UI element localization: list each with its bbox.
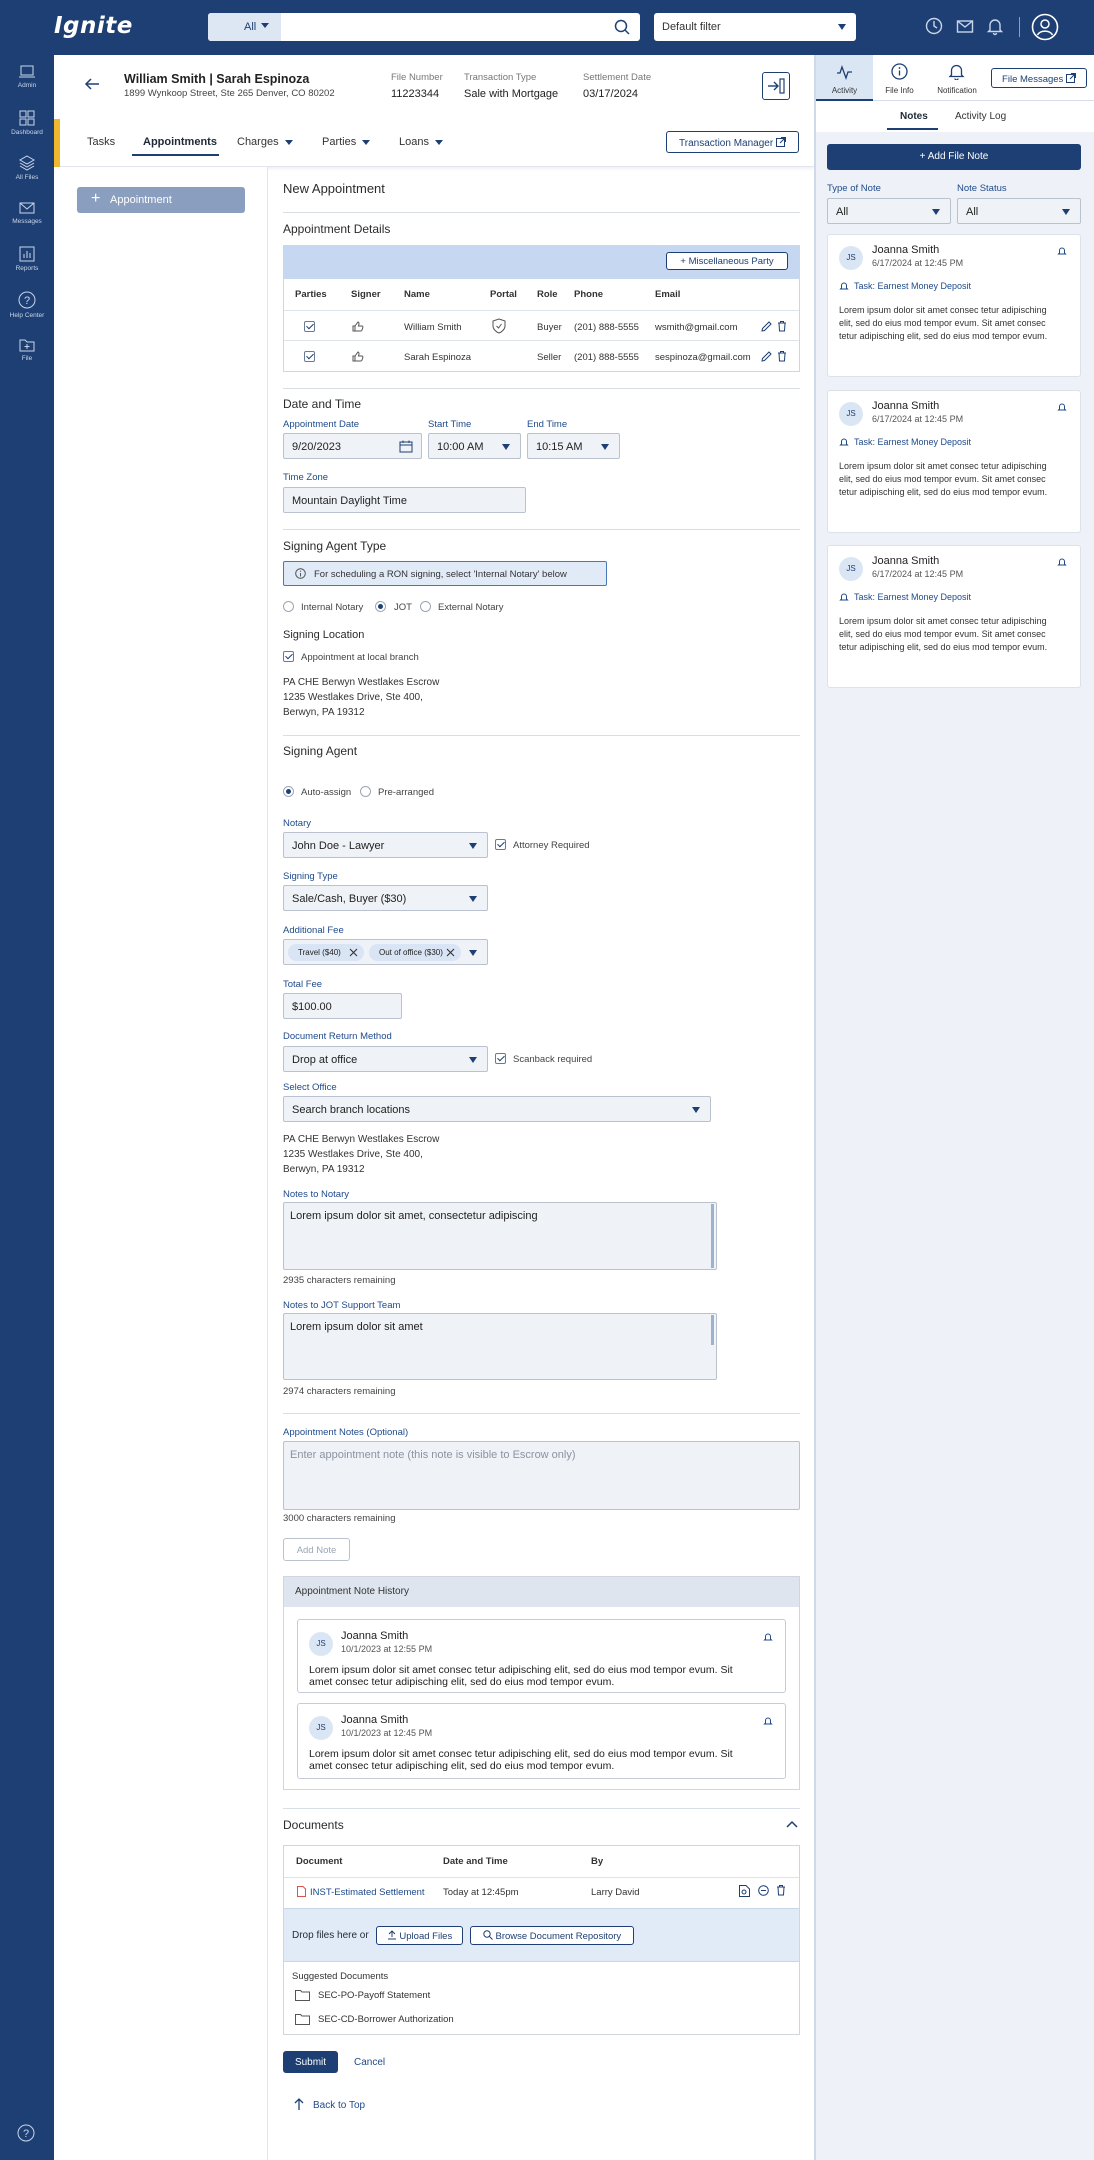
mail-icon[interactable] (955, 16, 977, 38)
button-label: Browse Document Repository (495, 1931, 622, 1942)
return-method-select[interactable] (283, 1046, 488, 1072)
chevron-down-icon (469, 1057, 477, 1063)
appt-date-label: Appointment Date (283, 419, 360, 430)
dashboard-icon (19, 110, 35, 126)
expand-panel-button[interactable] (762, 72, 790, 100)
history-author: Joanna Smith (341, 1630, 409, 1642)
chevron-down-icon (932, 209, 940, 215)
section-signing-agent: Signing Agent (283, 744, 358, 758)
transaction-manager-button[interactable] (666, 131, 799, 153)
note-status-label: Note Status (957, 183, 1007, 194)
party-name: William Smith (404, 322, 462, 333)
history-text: amet consec tetur adipisching elit, sed do eius mod tempor evum. (309, 1760, 615, 1772)
divider (283, 529, 800, 530)
chevron-down-icon (601, 444, 609, 450)
radio-label: Auto-assign (301, 787, 352, 798)
note-text: Lorem ipsum dolor sit amet consec tetur adipisching (839, 616, 1047, 626)
close-icon[interactable] (349, 948, 358, 957)
type-note-value: All (836, 206, 849, 218)
arrow-up-icon (293, 2097, 305, 2111)
office-placeholder: Search branch locations (292, 1104, 411, 1116)
document-by: Larry David (591, 1887, 640, 1898)
note-card[interactable] (827, 390, 1081, 533)
note-text: elit, sed do eius mod tempor evum. Sit amet consec (839, 474, 1046, 484)
party-name: Sarah Espinoza (404, 352, 472, 363)
rail-admin[interactable] (0, 65, 54, 89)
rail-label: File (21, 355, 33, 362)
rail-label: Admin (17, 82, 37, 89)
cancel-button[interactable]: Cancel (354, 2057, 386, 2068)
left-column (54, 167, 268, 2160)
appt-notes-remaining: 3000 characters remaining (283, 1513, 396, 1524)
ron-info-text: For scheduling a RON signing, select 'Internal Notary' below (314, 569, 567, 580)
radio-pre-arranged[interactable] (360, 786, 371, 797)
portal-shield-icon (492, 318, 506, 334)
signer-thumb-icon[interactable] (352, 321, 364, 332)
section-documents: Documents (283, 1818, 344, 1832)
bell-icon[interactable] (1057, 557, 1067, 567)
avatar: JS (839, 557, 863, 581)
chevron-down-icon (469, 896, 477, 902)
radio-auto-assign[interactable] (283, 786, 294, 797)
doc-col-document: Document (296, 1856, 343, 1867)
info-icon (295, 568, 306, 579)
tab-label: File Info (885, 86, 914, 95)
chevron-down-icon (838, 24, 846, 30)
history-text: Lorem ipsum dolor sit amet consec tetur adipisching elit, sed do eius mod tempor evum. Sit (309, 1748, 733, 1760)
divider (283, 388, 800, 389)
global-search[interactable] (208, 13, 640, 41)
rail-file[interactable] (0, 338, 54, 362)
avatar: JS (839, 402, 863, 426)
appt-notes-label: Appointment Notes (Optional) (283, 1427, 409, 1438)
tab-label: Activity (831, 86, 858, 95)
tab-label: Charges (237, 136, 279, 148)
bell-icon (839, 281, 849, 291)
appointment-button[interactable] (77, 187, 245, 213)
rail-dashboard[interactable] (0, 110, 54, 136)
transaction-type: Sale with Mortgage (464, 88, 559, 100)
attorney-required-label: Attorney Required (513, 840, 590, 851)
document-link[interactable]: INST-Estimated Settlement (310, 1887, 425, 1898)
type-note-label: Type of Note (827, 183, 881, 194)
tab-label: Loans (399, 136, 429, 148)
note-status-select[interactable] (957, 198, 1081, 224)
history-time: 10/1/2023 at 12:55 PM (341, 1644, 433, 1654)
bell-icon (839, 592, 849, 602)
mail-icon (19, 201, 35, 215)
button-label: Appointment (110, 194, 172, 206)
tab-appointments[interactable]: Appointments (143, 136, 217, 148)
total-fee-label: Total Fee (283, 979, 323, 990)
rail-label: All Files (15, 174, 39, 181)
chevron-down-icon (502, 444, 510, 450)
col-parties: Parties (295, 289, 327, 300)
button-label: Transaction Manager (679, 138, 774, 149)
tab-activity[interactable] (816, 55, 873, 101)
note-author: Joanna Smith (872, 555, 940, 567)
misc-party-button[interactable] (666, 252, 788, 270)
row-divider (284, 340, 799, 341)
plus-icon: + (919, 151, 928, 162)
search-icon (483, 1930, 493, 1940)
notary-value: John Doe - Lawyer (292, 840, 385, 852)
start-time-value: 10:00 AM (437, 441, 484, 453)
folder-add-icon (19, 338, 35, 352)
rail-reports[interactable] (0, 246, 54, 272)
file-number-label: File Number (391, 72, 443, 83)
scanback-checkbox[interactable] (495, 1053, 506, 1064)
timezone-label: Time Zone (283, 472, 329, 483)
radio-label: Internal Notary (301, 602, 364, 613)
drop-zone-text: Drop files here or (292, 1930, 369, 1941)
add-file-note-button[interactable] (827, 144, 1081, 170)
chevron-up-icon[interactable] (786, 1820, 798, 1828)
bell-icon (948, 63, 965, 80)
doc-col-by: By (591, 1856, 604, 1867)
edit-icon[interactable] (761, 321, 772, 332)
radio-jot[interactable] (375, 601, 386, 612)
suggested-doc[interactable]: SEC-CD-Borrower Authorization (318, 2014, 454, 2025)
document-date: Today at 12:45pm (443, 1887, 519, 1898)
tab-file-info[interactable] (871, 55, 928, 101)
office-line: Berwyn, PA 19312 (283, 1164, 365, 1175)
note-text: tetur adipisching elit, sed do eius mod tempor evum. (839, 331, 1048, 341)
return-method-value: Drop at office (292, 1054, 358, 1066)
note-history-title: Appointment Note History (284, 1577, 799, 1607)
party-email: wsmith@gmail.com (655, 322, 738, 333)
subtab-notes[interactable]: Notes (900, 111, 928, 122)
calendar-icon[interactable] (399, 440, 413, 453)
panel-collapse-icon (763, 73, 789, 99)
fee-chip-label: Out of office ($30) (379, 948, 443, 957)
plus-icon: + (680, 256, 689, 267)
note-text: Lorem ipsum dolor sit amet consec tetur adipisching (839, 305, 1047, 315)
search-scope-select[interactable] (208, 13, 281, 41)
fee-chip-label: Travel ($40) (298, 948, 341, 957)
bell-icon[interactable] (985, 16, 1007, 38)
file-header (54, 55, 814, 119)
note-author: Joanna Smith (872, 400, 940, 412)
avatar: JS (309, 1716, 333, 1740)
signing-type-select[interactable] (283, 885, 488, 911)
external-link-icon (776, 137, 786, 147)
chevron-down-icon (469, 950, 477, 956)
signing-type-value: Sale/Cash, Buyer ($30) (292, 893, 407, 905)
tab-charges[interactable] (237, 136, 293, 148)
note-author: Joanna Smith (872, 244, 940, 256)
divider (283, 1808, 800, 1809)
laptop-icon (19, 65, 35, 79)
radio-label: External Notary (438, 602, 504, 613)
activity-icon (836, 64, 853, 80)
signer-thumb-icon[interactable] (352, 351, 364, 362)
divider (1019, 17, 1020, 37)
tab-label: Parties (322, 136, 357, 148)
folder-icon (295, 2013, 310, 2025)
fee-chip[interactable] (288, 944, 364, 961)
radio-label: JOT (394, 602, 412, 613)
start-time-label: Start Time (428, 419, 472, 430)
file-number: 11223344 (391, 88, 440, 100)
tab-label: Notification (937, 86, 977, 95)
party-phone: (201) 888-5555 (574, 322, 639, 333)
note-time: 6/17/2024 at 12:45 PM (872, 258, 964, 268)
row-divider (284, 1877, 799, 1878)
scrollbar[interactable] (711, 1315, 714, 1345)
ron-info-banner (283, 561, 607, 586)
total-fee-field[interactable]: $100.00 (283, 993, 402, 1019)
attorney-required-checkbox[interactable] (495, 839, 506, 850)
bell-icon[interactable] (763, 1716, 773, 1726)
button-label: File Messages (1002, 74, 1064, 85)
end-time-select[interactable] (527, 433, 620, 459)
file-messages-button[interactable] (991, 68, 1087, 88)
note-time: 6/17/2024 at 12:45 PM (872, 569, 964, 579)
note-task-link[interactable]: Task: Earnest Money Deposit (854, 437, 972, 447)
notes-jot-label: Notes to JOT Support Team (283, 1300, 401, 1311)
chevron-down-icon (435, 140, 443, 145)
history-author: Joanna Smith (341, 1714, 409, 1726)
end-time-value: 10:15 AM (536, 441, 583, 453)
col-phone: Phone (574, 289, 604, 300)
trash-icon[interactable] (777, 350, 787, 362)
col-portal: Portal (490, 289, 517, 300)
notary-select[interactable] (283, 832, 488, 858)
button-label: Upload Files (399, 1931, 453, 1942)
radio-label: Pre-arranged (378, 787, 434, 798)
office-select[interactable] (283, 1096, 711, 1122)
chevron-down-icon (285, 140, 293, 145)
bell-icon[interactable] (1057, 246, 1067, 256)
history-text: Lorem ipsum dolor sit amet consec tetur adipisching elit, sed do eius mod tempor evum. Sit (309, 1664, 733, 1676)
search-icon[interactable] (614, 19, 630, 35)
office-label: Select Office (283, 1082, 337, 1093)
submit-button[interactable]: Submit (283, 2051, 338, 2073)
location-line: Berwyn, PA 19312 (283, 707, 365, 718)
app-logo[interactable]: Ignite (54, 13, 133, 39)
notes-notary-remaining: 2935 characters remaining (283, 1275, 396, 1286)
chevron-down-icon (692, 1107, 700, 1113)
section-signing-location: Signing Location (283, 629, 365, 641)
scrollbar[interactable] (711, 1204, 714, 1268)
timezone-field[interactable]: Mountain Daylight Time (283, 487, 526, 513)
trash-icon[interactable] (777, 320, 787, 332)
suggested-docs-title: Suggested Documents (292, 1971, 389, 1982)
rail-label: Reports (15, 265, 39, 272)
note-task-link[interactable]: Task: Earnest Money Deposit (854, 281, 972, 291)
clock-icon[interactable] (924, 16, 946, 38)
avatar: JS (309, 1632, 333, 1656)
party-checkbox[interactable] (304, 321, 315, 332)
radio-external-notary[interactable] (420, 601, 431, 612)
signing-type-label: Signing Type (283, 871, 338, 882)
divider (283, 1413, 800, 1414)
info-icon (891, 63, 908, 80)
search-scope-value: All (244, 21, 257, 33)
filter-select[interactable] (654, 13, 856, 41)
chevron-down-icon (1062, 209, 1070, 215)
note-time: 6/17/2024 at 12:45 PM (872, 414, 964, 424)
back-to-top-link[interactable]: Back to Top (313, 2100, 366, 2111)
left-rail (0, 55, 54, 2160)
type-note-select[interactable] (827, 198, 951, 224)
user-avatar-icon[interactable] (1031, 13, 1059, 41)
section-signing-agent-type: Signing Agent Type (283, 539, 387, 553)
help-glyph: ? (22, 2128, 30, 2140)
office-line: PA CHE Berwyn Westlakes Escrow (283, 1134, 440, 1145)
note-task-link[interactable]: Task: Earnest Money Deposit (854, 592, 972, 602)
plus-icon: + (91, 190, 101, 207)
note-text: elit, sed do eius mod tempor evum. Sit amet consec (839, 318, 1046, 328)
divider (283, 212, 800, 213)
pdf-file-icon (297, 1886, 306, 1897)
party-phone: (201) 888-5555 (574, 352, 639, 363)
history-note-card (297, 1703, 786, 1779)
rail-label: Dashboard (11, 129, 43, 136)
appt-date-field[interactable] (283, 433, 422, 459)
note-card[interactable] (827, 234, 1081, 377)
location-line: 1235 Westlakes Drive, Ste 400, (283, 692, 423, 703)
suggested-doc[interactable]: SEC-PO-Payoff Statement (318, 1990, 431, 2001)
history-time: 10/1/2023 at 12:45 PM (341, 1728, 433, 1738)
rail-all-files[interactable] (0, 155, 54, 181)
filter-value: Default filter (662, 21, 721, 33)
start-time-select[interactable] (428, 433, 521, 459)
fee-chip[interactable] (369, 944, 461, 961)
radio-internal-notary[interactable] (283, 601, 294, 612)
note-text: tetur adipisching elit, sed do eius mod tempor evum. (839, 642, 1048, 652)
chevron-down-icon (469, 843, 477, 849)
tab-loans[interactable] (399, 136, 443, 148)
col-email: Email (655, 289, 681, 300)
additional-fee-select[interactable] (283, 939, 488, 965)
button-label: Miscellaneous Party (688, 256, 774, 267)
note-card[interactable] (827, 545, 1081, 688)
active-subtab-indicator (887, 128, 938, 130)
bell-icon[interactable] (763, 1632, 773, 1642)
button-label: Add File Note (927, 151, 989, 162)
appt-date-value: 9/20/2023 (292, 441, 341, 453)
scanback-label: Scanback required (513, 1054, 593, 1065)
tab-parties[interactable] (322, 136, 370, 148)
status-stripe (54, 119, 60, 167)
external-link-icon (1066, 73, 1076, 83)
divider (283, 735, 800, 736)
note-text: tetur adipisching elit, sed do eius mod tempor evum. (839, 487, 1048, 497)
file-address: 1899 Wynkoop Street, Ste 265 Denver, CO 80202 (124, 88, 335, 99)
note-status-value: All (966, 206, 979, 218)
party-email: sespinoza@gmail.com (655, 352, 751, 363)
history-note-card (297, 1619, 786, 1693)
reports-icon (19, 246, 35, 262)
bell-icon[interactable] (1057, 402, 1067, 412)
notes-notary-label: Notes to Notary (283, 1189, 349, 1200)
history-text: amet consec tetur adipisching elit, sed do eius mod tempor evum. (309, 1676, 615, 1688)
party-role: Buyer (537, 322, 562, 333)
help-icon[interactable] (17, 2124, 35, 2142)
form-title: New Appointment (283, 181, 385, 196)
subtab-activity-log[interactable]: Activity Log (955, 111, 1007, 122)
end-time-label: End Time (527, 419, 568, 430)
notes-jot-textarea[interactable]: Lorem ipsum dolor sit amet (283, 1313, 717, 1380)
rail-label: Help Center (9, 312, 45, 319)
additional-fee-label: Additional Fee (283, 925, 344, 936)
doc-col-date: Date and Time (443, 1856, 508, 1867)
edit-icon[interactable] (761, 351, 772, 362)
return-method-label: Document Return Method (283, 1031, 392, 1042)
note-text: elit, sed do eius mod tempor evum. Sit amet consec (839, 629, 1046, 639)
rail-help-center[interactable] (0, 291, 54, 319)
upload-files-button[interactable] (376, 1926, 463, 1945)
notes-jot-remaining: 2974 characters remaining (283, 1386, 396, 1397)
col-signer: Signer (351, 289, 381, 300)
chevron-down-icon (261, 23, 269, 28)
trash-icon[interactable] (776, 1884, 786, 1896)
chevron-down-icon (362, 140, 370, 145)
help-icon (18, 291, 36, 309)
appt-notes-textarea[interactable]: Enter appointment note (this note is visible to Escrow only) (283, 1441, 800, 1510)
avatar: JS (839, 246, 863, 270)
location-line: PA CHE Berwyn Westlakes Escrow (283, 677, 440, 688)
document-preview-icon[interactable] (739, 1885, 750, 1897)
upload-icon (387, 1930, 397, 1940)
notary-label: Notary (283, 818, 311, 829)
col-role: Role (537, 289, 558, 300)
file-title: William Smith | Sarah Espinoza (124, 72, 310, 86)
party-checkbox[interactable] (304, 351, 315, 362)
party-role: Seller (537, 352, 562, 363)
notes-notary-textarea[interactable]: Lorem ipsum dolor sit amet, consectetur adipiscing (283, 1202, 717, 1270)
section-date-time: Date and Time (283, 397, 362, 411)
svg-text:?: ? (23, 295, 31, 307)
close-icon[interactable] (446, 948, 455, 957)
note-text: Lorem ipsum dolor sit amet consec tetur adipisching (839, 461, 1047, 471)
browse-repository-button[interactable] (470, 1926, 634, 1945)
rail-messages[interactable] (0, 201, 54, 225)
active-tab-indicator (132, 154, 219, 156)
bell-icon (839, 437, 849, 447)
settlement-date: 03/17/2024 (583, 88, 639, 100)
section-appointment-details: Appointment Details (283, 222, 391, 236)
back-arrow-icon[interactable] (84, 77, 100, 91)
tab-tasks[interactable]: Tasks (87, 136, 116, 148)
col-name: Name (404, 289, 430, 300)
folder-icon (295, 1989, 310, 2001)
settlement-date-label: Settlement Date (583, 72, 652, 83)
row-divider (284, 310, 799, 311)
tab-notification[interactable] (927, 55, 987, 101)
add-note-button[interactable]: Add Note (283, 1538, 350, 1561)
rail-label: Messages (12, 218, 42, 225)
minus-circle-icon[interactable] (758, 1885, 769, 1896)
layers-icon (19, 155, 35, 171)
local-branch-label: Appointment at local branch (301, 652, 419, 663)
office-line: 1235 Westlakes Drive, Ste 400, (283, 1149, 423, 1160)
transaction-type-label: Transaction Type (464, 72, 537, 83)
local-branch-checkbox[interactable] (283, 651, 294, 662)
